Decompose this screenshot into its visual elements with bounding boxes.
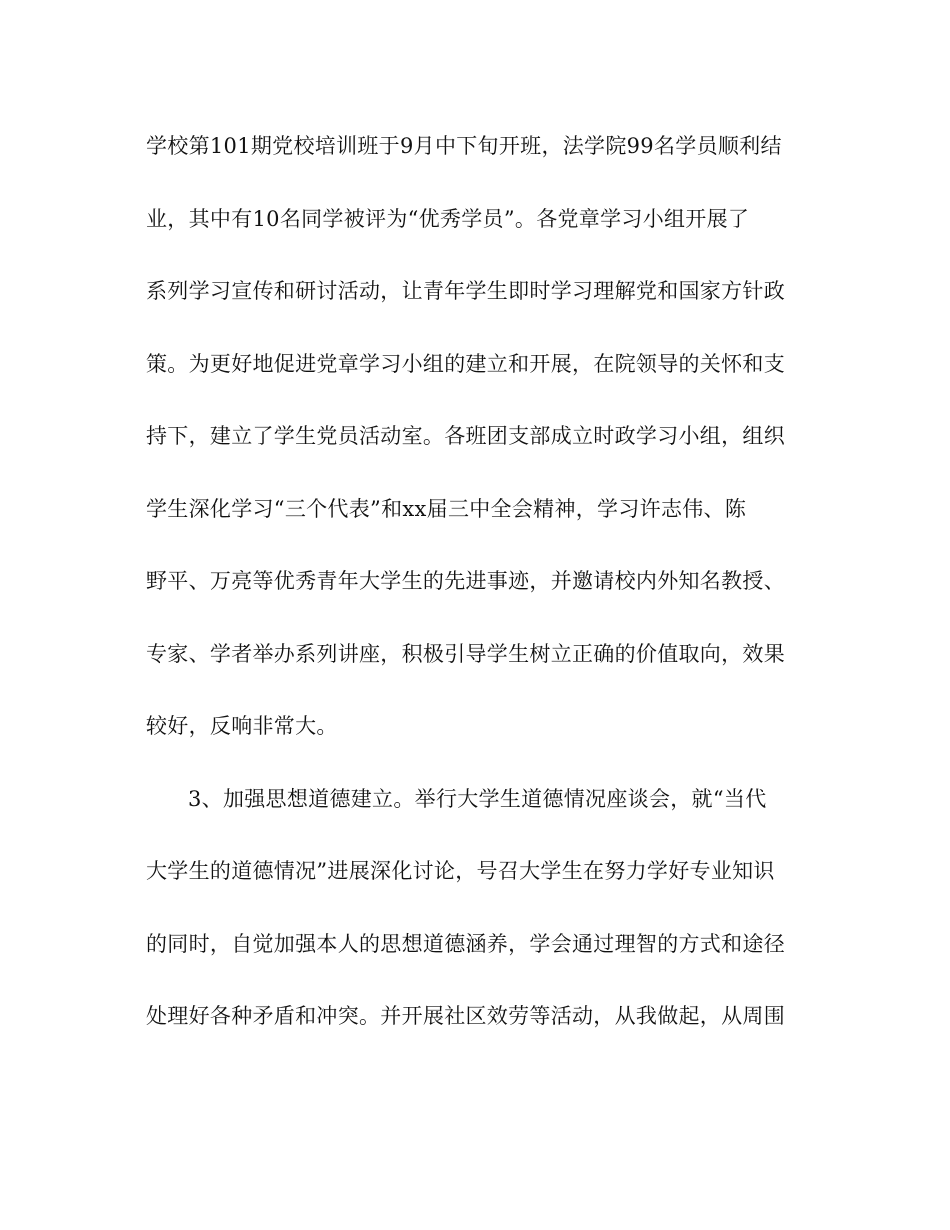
text-line: 学生深化学习“三个代表”和xx届三中全会精神，学习许志伟、陈: [146, 496, 747, 521]
text-line: 业，其中有10名同学被评为“优秀学员”。各党章学习小组开展了: [146, 206, 750, 231]
text-line: 系列学习宣传和研讨活动，让青年学生即时学习理解党和国家方针政: [146, 279, 785, 303]
text-line: 较好，反响非常大。: [146, 714, 338, 738]
text-line: 大学生的道德情况”进展深化讨论，号召大学生在努力学好专业知识: [146, 859, 775, 883]
paragraph-start-line: 3、加强思想道德建立。举行大学生道德情况座谈会，就“当代: [188, 786, 767, 811]
text-line: 处理好各种矛盾和冲突。并开展社区效劳等活动，从我做起，从周围: [146, 1004, 785, 1028]
text-line: 持下，建立了学生党员活动室。各班团支部成立时政学习小组，组织: [146, 424, 785, 448]
body-text: [146, 126, 806, 1069]
text-line: 野平、万亮等优秀青年大学生的先进事迹，并邀请校内外知名教授、: [146, 569, 785, 593]
text-line: 的同时，自觉加强本人的思想道德涵养，学会通过理智的方式和途径: [146, 931, 785, 956]
text-line: 专家、学者举办系列讲座，积极引导学生树立正确的价值取向，效果: [146, 641, 785, 666]
text-line: 学校第101期党校培训班于9月中下旬开班，法学院99名学员顺利结: [146, 134, 782, 158]
text-line: 策。为更好地促进党章学习小组的建立和开展，在院领导的关怀和支: [146, 351, 785, 376]
